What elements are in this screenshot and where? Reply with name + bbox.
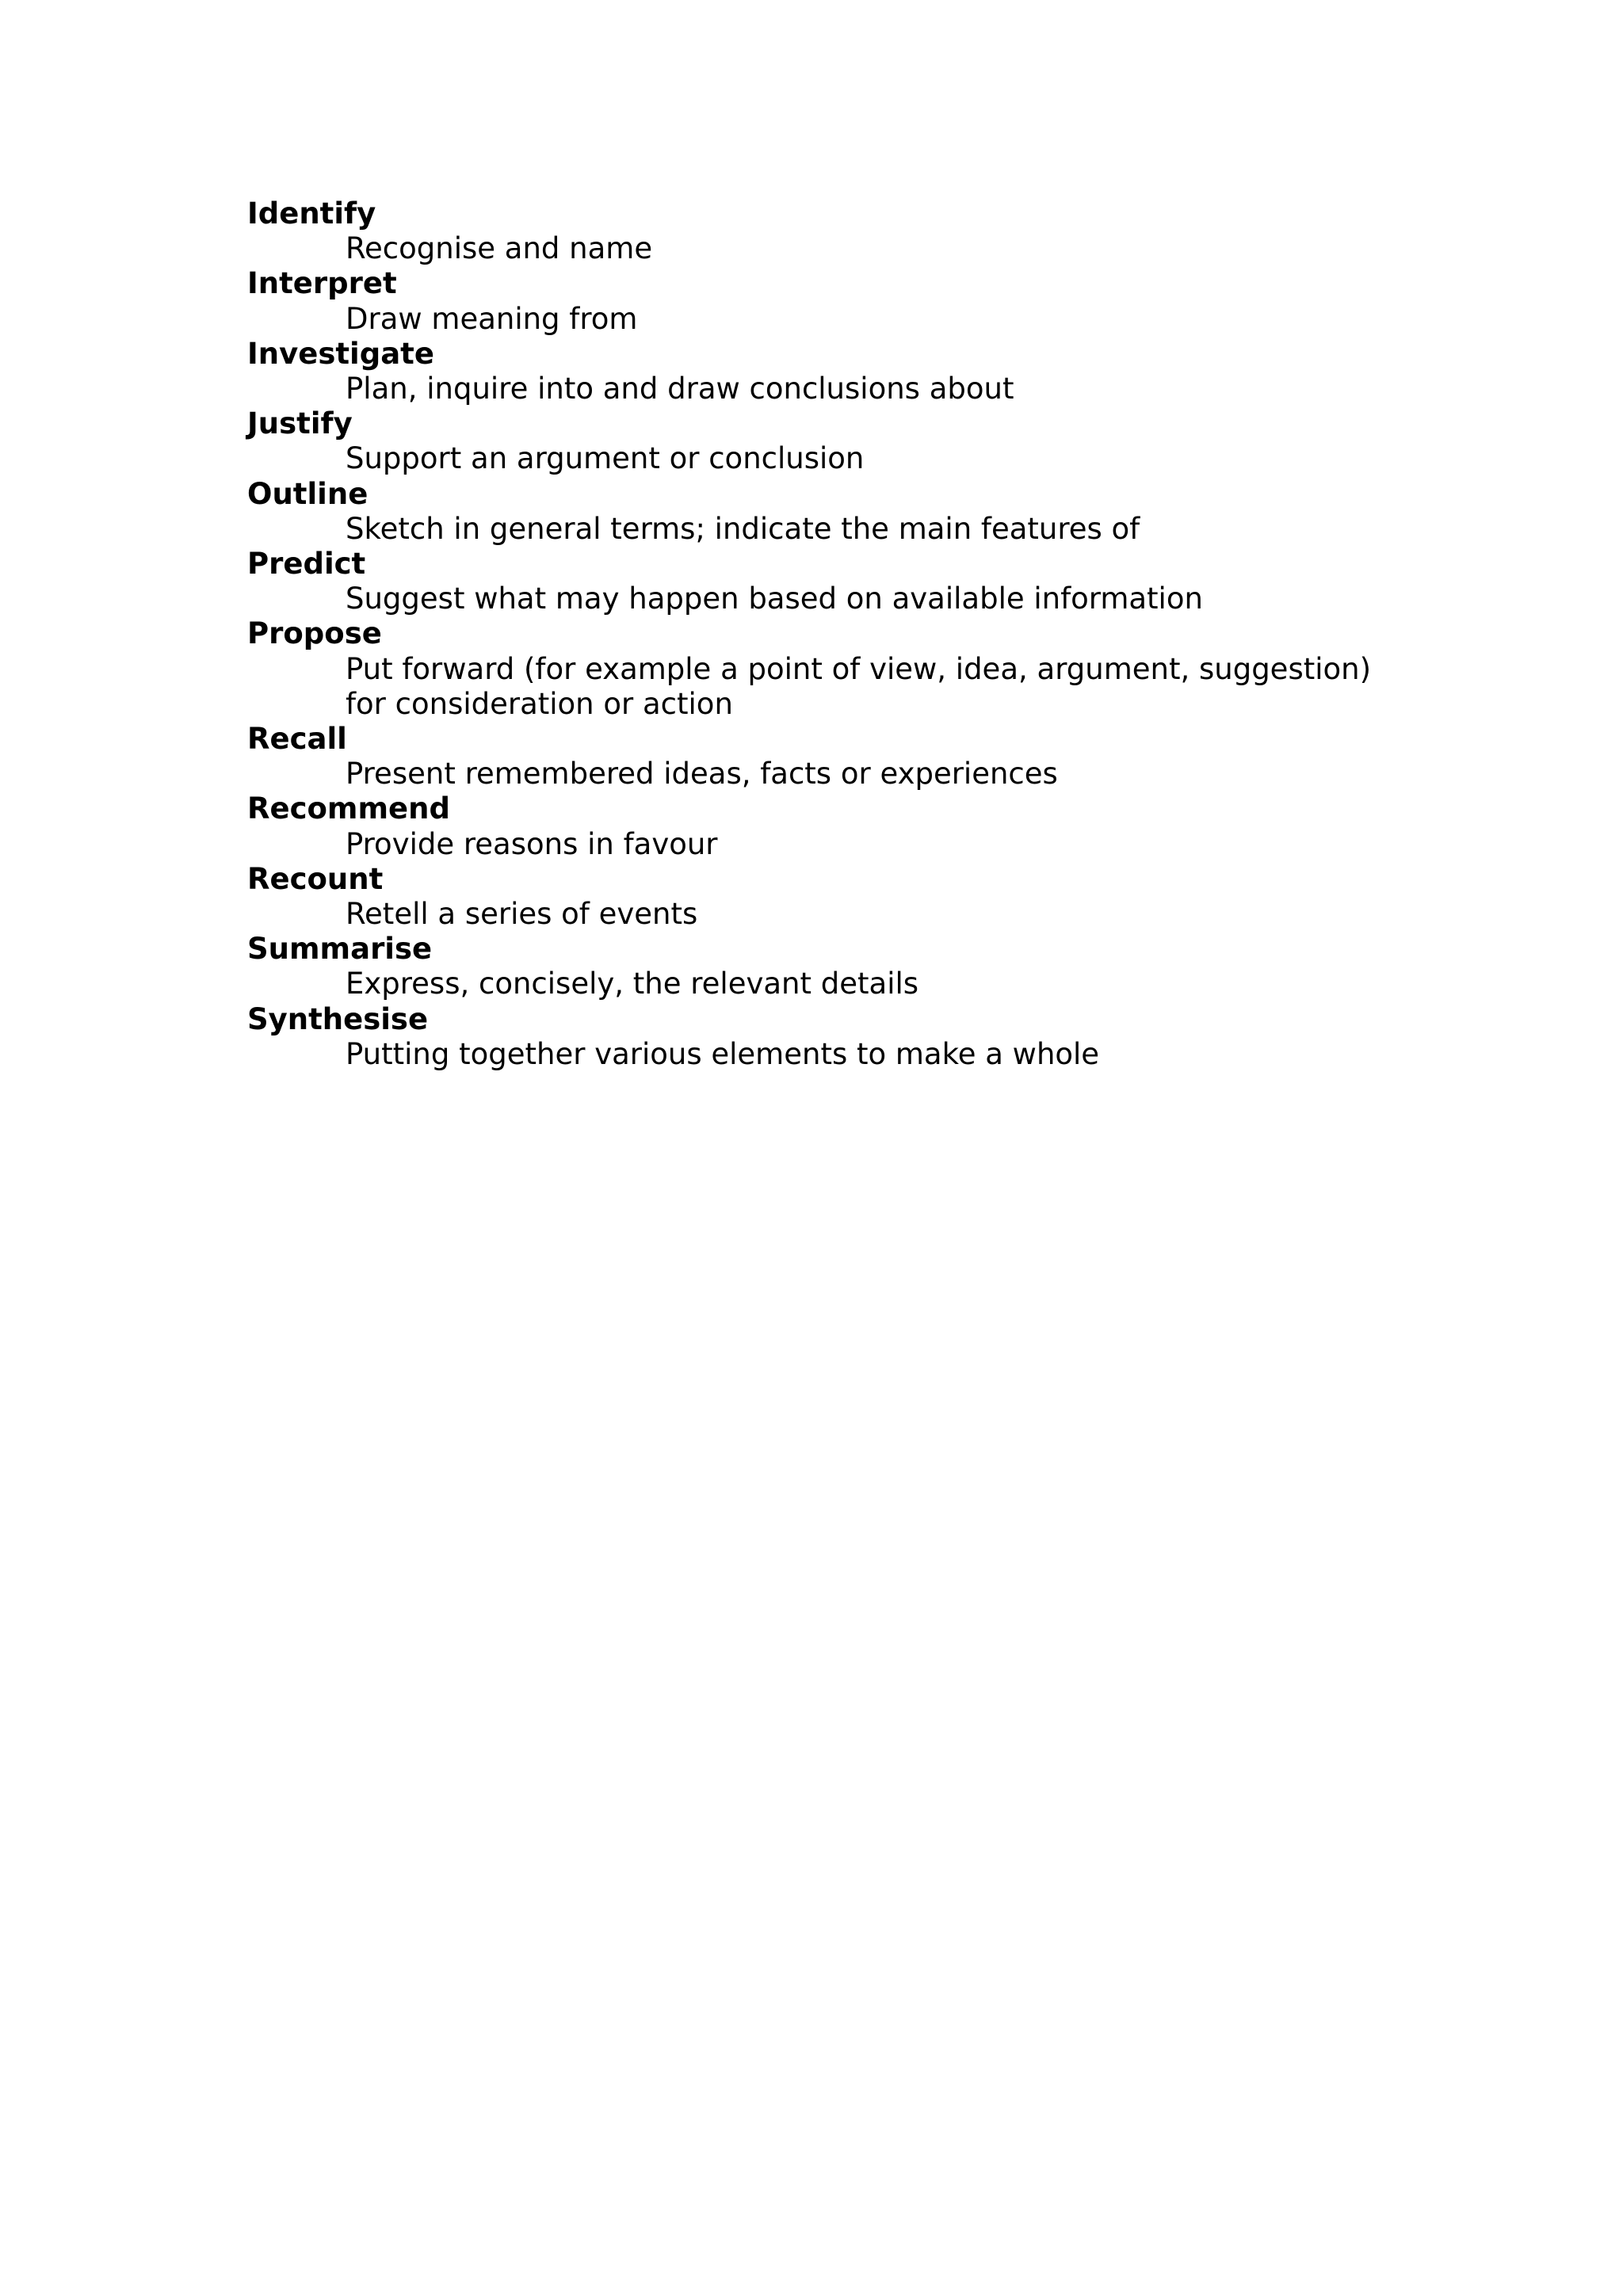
definition-line: Support an argument or conclusion xyxy=(346,441,865,476)
glossary-entry-summarise xyxy=(247,932,1420,1001)
definition-line: Provide reasons in favour xyxy=(346,826,718,861)
glossary-definition xyxy=(346,512,1420,547)
glossary-term: Synthesise xyxy=(247,1001,429,1036)
glossary-entry-interpret xyxy=(247,266,1420,336)
glossary-definition xyxy=(346,827,1420,862)
glossary-term: Summarise xyxy=(247,932,433,967)
glossary-term: Interpret xyxy=(247,266,397,301)
definition-line: Retell a series of events xyxy=(346,897,698,932)
glossary-definition xyxy=(346,372,1420,406)
glossary-entry-outline xyxy=(247,477,1420,547)
definition-line: Suggest what may happen based on available information xyxy=(346,582,1203,616)
glossary-term: Recommend xyxy=(247,791,450,826)
glossary-term: Propose xyxy=(247,616,382,651)
glossary-definition xyxy=(346,582,1420,616)
definition-line: for consideration or action xyxy=(346,686,733,721)
glossary-term: Recall xyxy=(247,722,347,757)
definition-line: Draw meaning from xyxy=(346,301,638,336)
glossary-entry-propose xyxy=(247,616,1420,722)
definition-line: Plan, inquire into and draw conclusions about xyxy=(346,372,1014,406)
glossary-entry-recommend xyxy=(247,791,1420,861)
glossary-definition xyxy=(346,1037,1420,1072)
glossary-entry-synthesise xyxy=(247,1002,1420,1072)
definition-line: Recognise and name xyxy=(346,231,653,266)
glossary-term: Outline xyxy=(247,476,369,511)
glossary-definition xyxy=(346,231,1420,266)
definition-line: Present remembered ideas, facts or experiences xyxy=(346,757,1058,791)
definition-line: Express, concisely, the relevant details xyxy=(346,967,919,1001)
glossary-definition xyxy=(346,897,1420,932)
glossary-entry-predict xyxy=(247,547,1420,616)
glossary-entry-identify xyxy=(247,196,1420,266)
glossary-term: Predict xyxy=(247,547,366,582)
glossary-term: Investigate xyxy=(247,336,434,371)
glossary-entry-recount xyxy=(247,862,1420,932)
glossary-definition xyxy=(346,441,1420,476)
glossary-definition xyxy=(346,967,1420,1001)
definition-line: Sketch in general terms; indicate the main features of xyxy=(346,511,1140,546)
glossary-entry-justify xyxy=(247,406,1420,476)
glossary-definition xyxy=(346,302,1420,337)
glossary-definition xyxy=(346,757,1420,791)
glossary-list xyxy=(247,196,1420,1072)
definition-line: Put forward (for example a point of view, idea, argument, suggestion) xyxy=(346,651,1372,686)
glossary-entry-investigate xyxy=(247,337,1420,406)
definition-line: Putting together various elements to make a whole xyxy=(346,1036,1100,1071)
glossary-entry-recall xyxy=(247,722,1420,791)
glossary-definition xyxy=(346,652,1420,722)
glossary-term: Recount xyxy=(247,861,384,896)
glossary-term: Justify xyxy=(247,406,353,441)
glossary-term: Identify xyxy=(247,196,376,231)
